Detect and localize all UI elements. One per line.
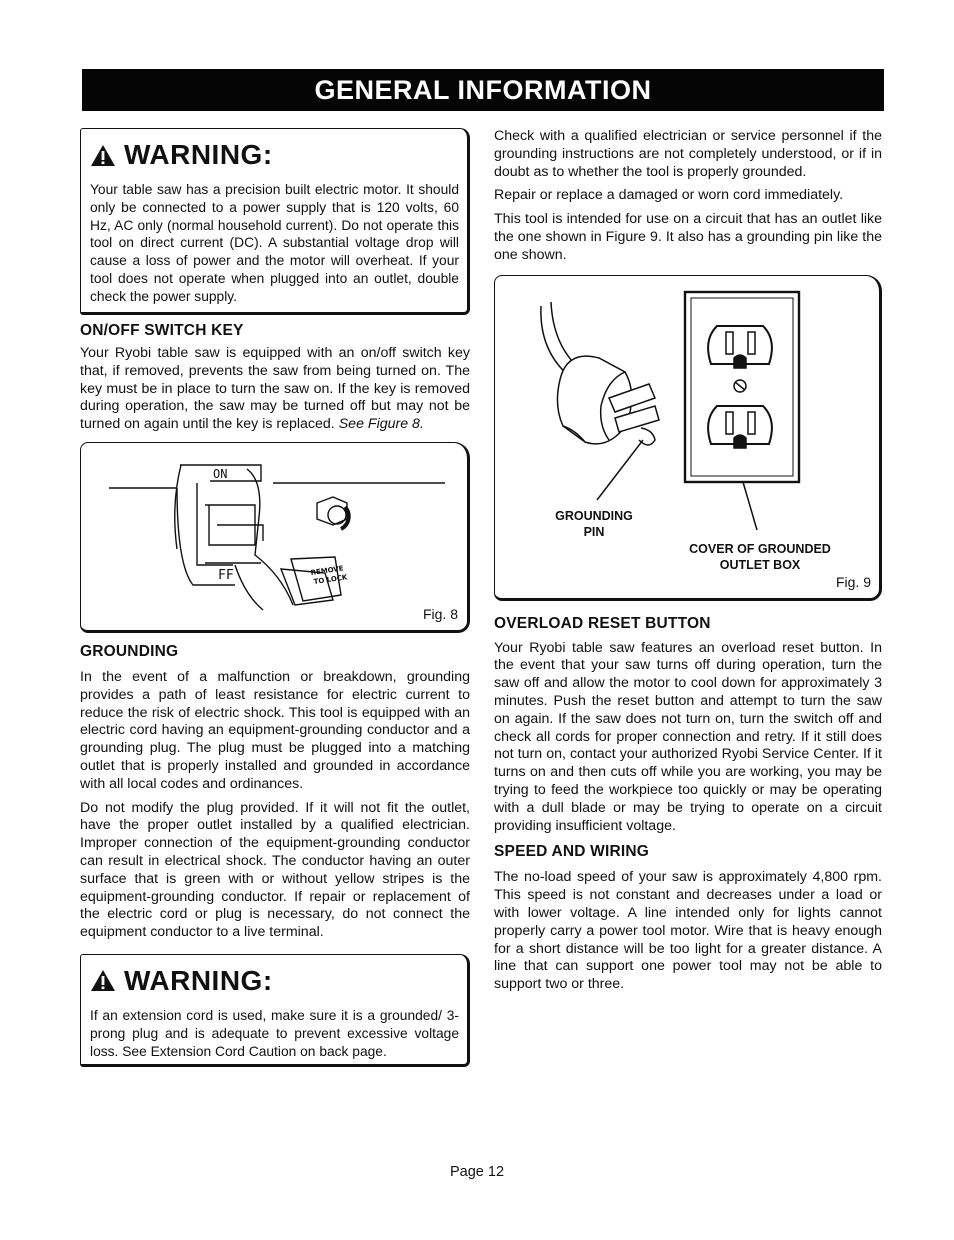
outlet-cover-callout: COVER OF GROUNDED OUTLET BOX bbox=[689, 541, 831, 572]
warning-heading-2 bbox=[90, 965, 459, 997]
onoff-heading: ON/OFF SWITCH KEY bbox=[80, 322, 244, 339]
speed-paragraph: The no-load speed of your saw is approximately 4,800 rpm. This speed is not constant and decreases under a load or with lower voltage. A line intended only for lights cannot properly carry a power tool motor. Wire that is heavy enough for a short distance will be too light for a greater distance. A line that can support one power tool may not be able to support two or three. bbox=[494, 869, 882, 993]
figure-8-box bbox=[80, 442, 470, 633]
overload-paragraph: Your Ryobi table saw features an overload reset button. In the event that your saw turns off during operation, turn the saw off and allow the motor to cool down for approximately 3 minutes. Push the reset button and attempt to turn the saw on again. If the saw does not turn on, turn the switch off and check all cords for proper connection and retry. If it still does not turn on, contact your authorized Ryobi Service Center. If it turns on and then cuts off while you are working, you may be trying to feed the workpiece too quickly or may be operating with a dull blade or may be trying to operate on a circuit providing insufficient voltage. bbox=[494, 639, 882, 834]
figure-8-label: Fig. 8 bbox=[422, 605, 458, 622]
grounding-pin-callout: GROUNDING PIN bbox=[555, 508, 633, 539]
figure-9-box bbox=[494, 275, 882, 601]
right-column bbox=[494, 128, 882, 1000]
warning-title: WARNING: bbox=[124, 139, 273, 170]
left-column bbox=[80, 128, 470, 1067]
warning-box-extension bbox=[80, 954, 470, 1067]
switch-key-illustration bbox=[85, 445, 465, 630]
overload-heading: OVERLOAD RESET BUTTON bbox=[494, 614, 711, 632]
grounding-paragraph-2: Do not modify the plug provided. If it will not fit the outlet, have the proper outlet installed by a qualified electrician. Improper connection of the equipment-grounding conductor can result in electrical shock. The conductor having an outer surface that is green with or without yellow stripes is the equipment-grounding conductor. If repair or replacement of the electric cord or plug is necessary, do not connect the equipment conductor to a live terminal. bbox=[80, 799, 470, 941]
warning-triangle-icon bbox=[90, 144, 116, 167]
grounding-heading: GROUNDING bbox=[80, 642, 179, 660]
warning-text: Your table saw has a precision built electric motor. It should only be connected to a power supply that is 120 volts, 60 Hz, AC only (normal household current). Do not operate this tool on direct current (DC). A substantial voltage drop will cause a loss of power and the motor will overheat. If your tool does not operate when plugged into an outlet, double check the power supply. bbox=[90, 182, 459, 304]
off-label: FF bbox=[218, 567, 234, 583]
warning-title-2: WARNING: bbox=[124, 964, 273, 996]
page-number: Page 12 bbox=[449, 1164, 505, 1180]
onoff-paragraph: Your Ryobi table saw is equipped with an on/off switch key that, if removed, prevents the saw from being turned on. The key must be in place to turn the saw on. If the key is removed during operation, the saw may be turned off but may not be turned on again until the key is replaced. See Figure 8. bbox=[80, 345, 470, 433]
warning-triangle-icon bbox=[90, 969, 116, 992]
speed-heading: SPEED AND WIRING bbox=[494, 843, 650, 861]
right-intro-paragraph-1: Check with a qualified electrician or service personnel if the grounding instructions are not completely understood, or if in doubt as to whether the tool is properly grounded. bbox=[494, 128, 882, 180]
warning-text-2: If an extension cord is used, make sure it is a grounded/ 3-prong plug and is adequate to prevent excessive voltage loss. See Extension Cord Caution on back page. bbox=[90, 1007, 459, 1059]
key-label-2: TO LOCK bbox=[313, 573, 348, 586]
figure-9-label: Fig. 9 bbox=[835, 573, 871, 590]
warning-heading bbox=[90, 139, 459, 171]
warning-box-power bbox=[80, 128, 470, 315]
key-label-1: REMOVE bbox=[310, 564, 345, 577]
right-intro-paragraph-3: This tool is intended for use on a circuit that has an outlet like the one shown in Figure 9. It also has a grounding pin like the one shown. bbox=[494, 211, 882, 263]
on-label: ON bbox=[213, 466, 228, 481]
grounding-paragraph-1: In the event of a malfunction or breakdown, grounding provides a path of least resistance for electric current to reduce the risk of electric shock. This tool is equipped with an electric cord having an equipment-grounding conductor and a grounding plug. The plug must be plugged into a matching outlet that is properly installed and grounded in accordance with all local codes and ordinances. bbox=[80, 668, 470, 792]
section-title-banner: GENERAL INFORMATION bbox=[82, 69, 884, 111]
right-intro-paragraph-2: Repair or replace a damaged or worn cord immediately. bbox=[494, 187, 844, 204]
grounded-plug-outlet-illustration bbox=[499, 280, 879, 540]
